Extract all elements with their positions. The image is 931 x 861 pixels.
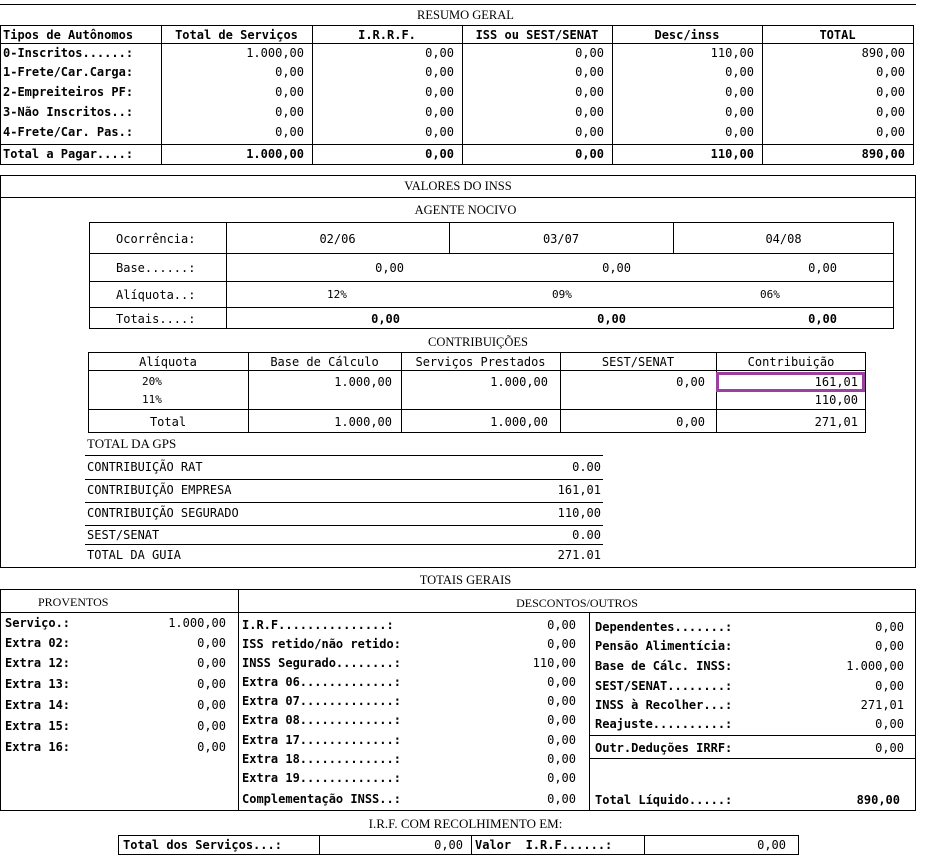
valor-irf-value: 0,00 (757, 838, 786, 852)
contrib-header-aliquota: Alíquota (139, 355, 197, 369)
ocorrencia-02-06: 02/06 (319, 232, 356, 246)
contrib-header-base: Base de Cálculo (270, 355, 379, 369)
gps-value: 110,00 (557, 506, 601, 520)
provento-value: 0,00 (197, 719, 226, 733)
col-header-iss: ISS ou SEST/SENAT (475, 28, 599, 42)
cell-value: 0,00 (425, 65, 454, 79)
outro-label: Dependentes.......: (595, 620, 733, 634)
contrib-header-contribuicao: Contribuição (747, 355, 835, 369)
ocorrencia-04-08: 04/08 (765, 232, 802, 246)
provento-value: 0,00 (197, 740, 226, 754)
total-value: 0,00 (425, 147, 454, 161)
contrib-header-sest: SEST/SENAT (601, 355, 675, 369)
contrib-valor: 110,00 (814, 393, 858, 407)
outro-label: Base de Cálc. INSS: (595, 659, 733, 673)
col-header-desc-inss: Desc/inss (654, 28, 720, 42)
cell-value: 0,00 (725, 65, 754, 79)
contrib-base: 1.000,00 (334, 375, 392, 389)
desconto-value: 0,00 (547, 675, 576, 689)
outro-label: Pensão Alimentícia: (595, 639, 733, 653)
desconto-value: 0,00 (547, 792, 576, 806)
cell-value: 0,00 (275, 65, 304, 79)
desconto-label: Extra 07.............: (242, 694, 401, 708)
outro-value: 0,00 (875, 620, 904, 634)
cell-value: 0,00 (425, 125, 454, 139)
provento-value: 0,00 (197, 698, 226, 712)
cell-value: 0,00 (725, 125, 754, 139)
desconto-label: Extra 17.............: (242, 733, 401, 747)
contrib-header-servicos: Serviços Prestados (415, 355, 546, 369)
cell-value: 0,00 (725, 105, 754, 119)
cell-value: 0,00 (876, 125, 905, 139)
gps-label: TOTAL DA GUIA (87, 548, 181, 562)
desconto-value: 0,00 (547, 637, 576, 651)
provento-value: 0,00 (197, 656, 226, 670)
cell-value: 0,00 (575, 46, 604, 60)
desconto-label: Complementação INSS..: (242, 792, 401, 806)
outro-label: Reajuste..........: (595, 717, 733, 731)
totais-title: TOTAIS GERAIS (419, 573, 512, 587)
resumo-title: RESUMO GERAL (417, 8, 514, 22)
cell-value: 0,00 (575, 65, 604, 79)
contrib-total-valor: 271,01 (814, 415, 858, 429)
outro-value: 0,00 (875, 679, 904, 693)
cell-value: 890,00 (861, 46, 905, 60)
provento-label: Extra 15: (5, 719, 71, 733)
desconto-label: Extra 19.............: (242, 771, 401, 785)
aliquota-value: 06% (760, 288, 780, 301)
proventos-title: PROVENTOS (38, 595, 109, 609)
cell-value: 0,00 (275, 125, 304, 139)
provento-value: 0,00 (197, 636, 226, 650)
cell-value: 0,00 (575, 85, 604, 99)
total-value: 1.000,00 (246, 147, 304, 161)
gps-label: SEST/SENAT (87, 528, 160, 542)
outro-label: INSS à Recolher...: (595, 698, 733, 712)
gps-value: 161,01 (557, 483, 601, 497)
desconto-value: 0,00 (547, 618, 576, 632)
contrib-total-base: 1.000,00 (334, 415, 392, 429)
contrib-aliquota: 11% (142, 393, 162, 406)
provento-label: Extra 02: (5, 636, 71, 650)
row-label: 4-Frete/Car. Pas.: (3, 125, 134, 139)
gps-value: 271.01 (557, 548, 601, 562)
desconto-label: Extra 18.............: (242, 752, 401, 766)
contrib-valor: 161,01 (814, 375, 858, 389)
aliquota-label: Alíquota..: (116, 288, 196, 302)
cell-value: 0,00 (876, 65, 905, 79)
col-header-irrf: I.R.R.F. (358, 28, 416, 42)
outro-value: 271,01 (860, 698, 904, 712)
cell-value: 0,00 (575, 105, 604, 119)
desconto-label: INSS Segurado........: (242, 656, 401, 670)
desconto-value: 0,00 (547, 694, 576, 708)
cell-value: 0,00 (425, 85, 454, 99)
col-header-total: TOTAL (819, 28, 856, 42)
contrib-servicos: 1.000,00 (490, 375, 548, 389)
gps-label: CONTRIBUIÇÃO EMPRESA (87, 483, 232, 497)
agente-nocivo-title: AGENTE NOCIVO (414, 203, 517, 217)
row-label: 1-Frete/Car.Carga: (3, 65, 134, 79)
base-value: 0,00 (602, 261, 631, 275)
total-servicos-label: Total dos Serviços...: (123, 838, 282, 852)
ocorrencia-label: Ocorrência: (116, 232, 196, 246)
outro-label: Outr.Deduções IRRF: (595, 741, 733, 755)
contrib-sest: 0,00 (676, 375, 705, 389)
cell-value: 110,00 (710, 46, 754, 60)
cell-value: 0,00 (425, 105, 454, 119)
gps-label: CONTRIBUIÇÃO SEGURADO (87, 506, 239, 520)
desconto-value: 0,00 (547, 752, 576, 766)
total-value: 110,00 (710, 147, 754, 161)
cell-value: 0,00 (575, 125, 604, 139)
valor-irf-label: Valor I.R.F......: (475, 838, 613, 852)
desconto-value: 0,00 (547, 713, 576, 727)
desconto-value: 110,00 (532, 656, 576, 670)
desconto-value: 0,00 (547, 733, 576, 747)
base-value: 0,00 (808, 261, 837, 275)
desconto-label: Extra 06.............: (242, 675, 401, 689)
gps-label: CONTRIBUIÇÃO RAT (87, 460, 203, 474)
total-liquido-value: 890,00 (856, 793, 900, 807)
provento-label: Extra 12: (5, 656, 71, 670)
gps-value: 0.00 (572, 460, 601, 474)
contrib-total-sest: 0,00 (676, 415, 705, 429)
contrib-total-label: Total (149, 415, 187, 429)
outro-value: 0,00 (875, 741, 904, 755)
col-header-tipos: Tipos de Autônomos (3, 28, 134, 42)
provento-label: Extra 13: (5, 677, 71, 691)
contribuicoes-title: CONTRIBUIÇÕES (427, 335, 528, 349)
gps-title: TOTAL DA GPS (87, 436, 177, 451)
totais-value: 0,00 (597, 312, 626, 326)
provento-value: 1.000,00 (168, 616, 226, 630)
inss-title: VALORES DO INSS (404, 179, 512, 193)
total-label: Total a Pagar....: (3, 147, 134, 161)
provento-label: Extra 16: (5, 740, 71, 754)
cell-value: 0,00 (876, 85, 905, 99)
desconto-value: 0,00 (547, 771, 576, 785)
provento-label: Extra 14: (5, 698, 71, 712)
irf-title: I.R.F. COM RECOLHIMENTO EM: (368, 816, 563, 831)
cell-value: 0,00 (725, 85, 754, 99)
provento-label: Serviço.: (5, 616, 71, 630)
aliquota-value: 12% (327, 288, 347, 301)
outro-value: 0,00 (875, 639, 904, 653)
cell-value: 0,00 (425, 46, 454, 60)
desconto-label: I.R.F...............: (242, 618, 394, 632)
totais-value: 0,00 (808, 312, 837, 326)
cell-value: 0,00 (275, 85, 304, 99)
totais-label: Totais....: (116, 312, 196, 326)
cell-value: 0,00 (275, 105, 304, 119)
desconto-label: ISS retido/não retido: (242, 637, 401, 651)
row-label: 3-Não Inscritos..: (3, 105, 134, 119)
row-label: 2-Empreiteiros PF: (3, 85, 134, 99)
total-value: 0,00 (575, 147, 604, 161)
total-liquido-label: Total Líquido.....: (595, 793, 733, 807)
col-header-total-servicos: Total de Serviços (175, 28, 298, 42)
outro-value: 0,00 (875, 717, 904, 731)
desconto-label: Extra 08.............: (242, 713, 401, 727)
base-value: 0,00 (375, 261, 404, 275)
gps-value: 0.00 (572, 528, 601, 542)
descontos-title: DESCONTOS/OUTROS (516, 596, 638, 610)
totais-value: 0,00 (371, 312, 400, 326)
total-value: 890,00 (861, 147, 905, 161)
provento-value: 0,00 (197, 677, 226, 691)
contrib-aliquota: 20% (142, 375, 162, 388)
aliquota-value: 09% (552, 288, 572, 301)
row-label: 0-Inscritos......: (3, 46, 134, 60)
cell-value: 0,00 (876, 105, 905, 119)
cell-value: 1.000,00 (246, 46, 304, 60)
outro-value: 1.000,00 (846, 659, 904, 673)
total-servicos-value: 0,00 (434, 838, 463, 852)
outro-label: SEST/SENAT........: (595, 679, 733, 693)
contrib-total-servicos: 1.000,00 (490, 415, 548, 429)
ocorrencia-03-07: 03/07 (542, 232, 580, 246)
base-label: Base......: (116, 261, 196, 275)
